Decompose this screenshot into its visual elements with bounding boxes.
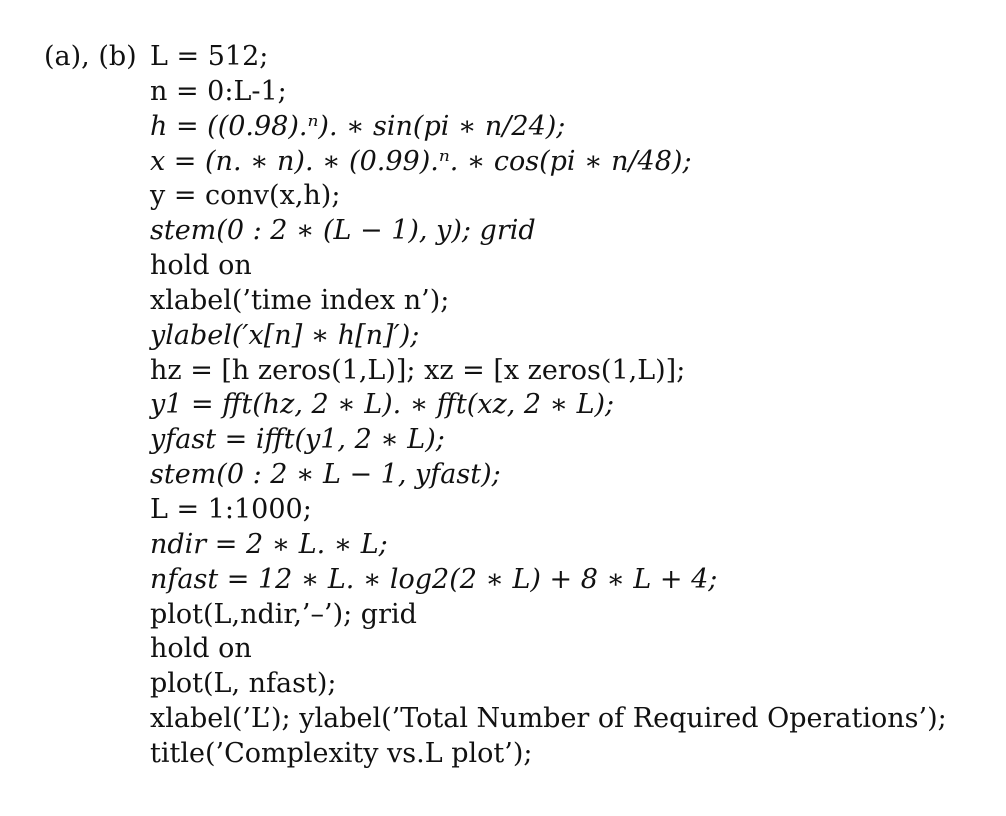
code-line-9: ylabel(′x[n] ∗ h[n]′); [150,319,420,351]
code-line-2: n = 0:L-1; [150,75,287,107]
part-label: (a), (b) [44,41,137,72]
code-line-12: yfast = ifft(y1, 2 ∗ L); [150,424,445,456]
code-line-14: L = 1:1000; [150,493,312,525]
code-listing [150,40,947,772]
code-line-5: y = conv(x,h); [150,180,341,212]
code-line-18: hold on [150,633,252,665]
code-line-10: hz = [h zeros(1,L)]; xz = [x zeros(1,L)]; [150,354,686,386]
code-line-3: h = ((0.98).ⁿ). ∗ sin(pi ∗ n/24); [150,110,566,142]
code-line-17: plot(L,ndir,’–’); grid [150,598,417,630]
code-line-19: plot(L, nfast); [150,668,337,700]
code-line-7: hold on [150,250,252,282]
code-line-13: stem(0 : 2 ∗ L − 1, yfast); [150,459,501,491]
code-line-4: x = (n. ∗ n). ∗ (0.99).ⁿ. ∗ cos(pi ∗ n/48); [150,145,692,177]
code-line-16: nfast = 12 ∗ L. ∗ log2(2 ∗ L) + 8 ∗ L + 4; [150,563,718,595]
code-line-11: y1 = fft(hz, 2 ∗ L). ∗ fft(xz, 2 ∗ L); [150,389,615,421]
code-line-20: xlabel(’L’); ylabel(’Total Number of Required Operations’); [150,703,947,735]
code-line-21: title(’Complexity vs.L plot’); [150,737,533,769]
code-line-1: L = 512; [150,41,269,72]
code-line-6: stem(0 : 2 ∗ (L − 1), y); grid [150,215,536,247]
code-line-8: xlabel(’time index n’); [150,284,450,316]
code-line-15: ndir = 2 ∗ L. ∗ L; [150,528,388,560]
